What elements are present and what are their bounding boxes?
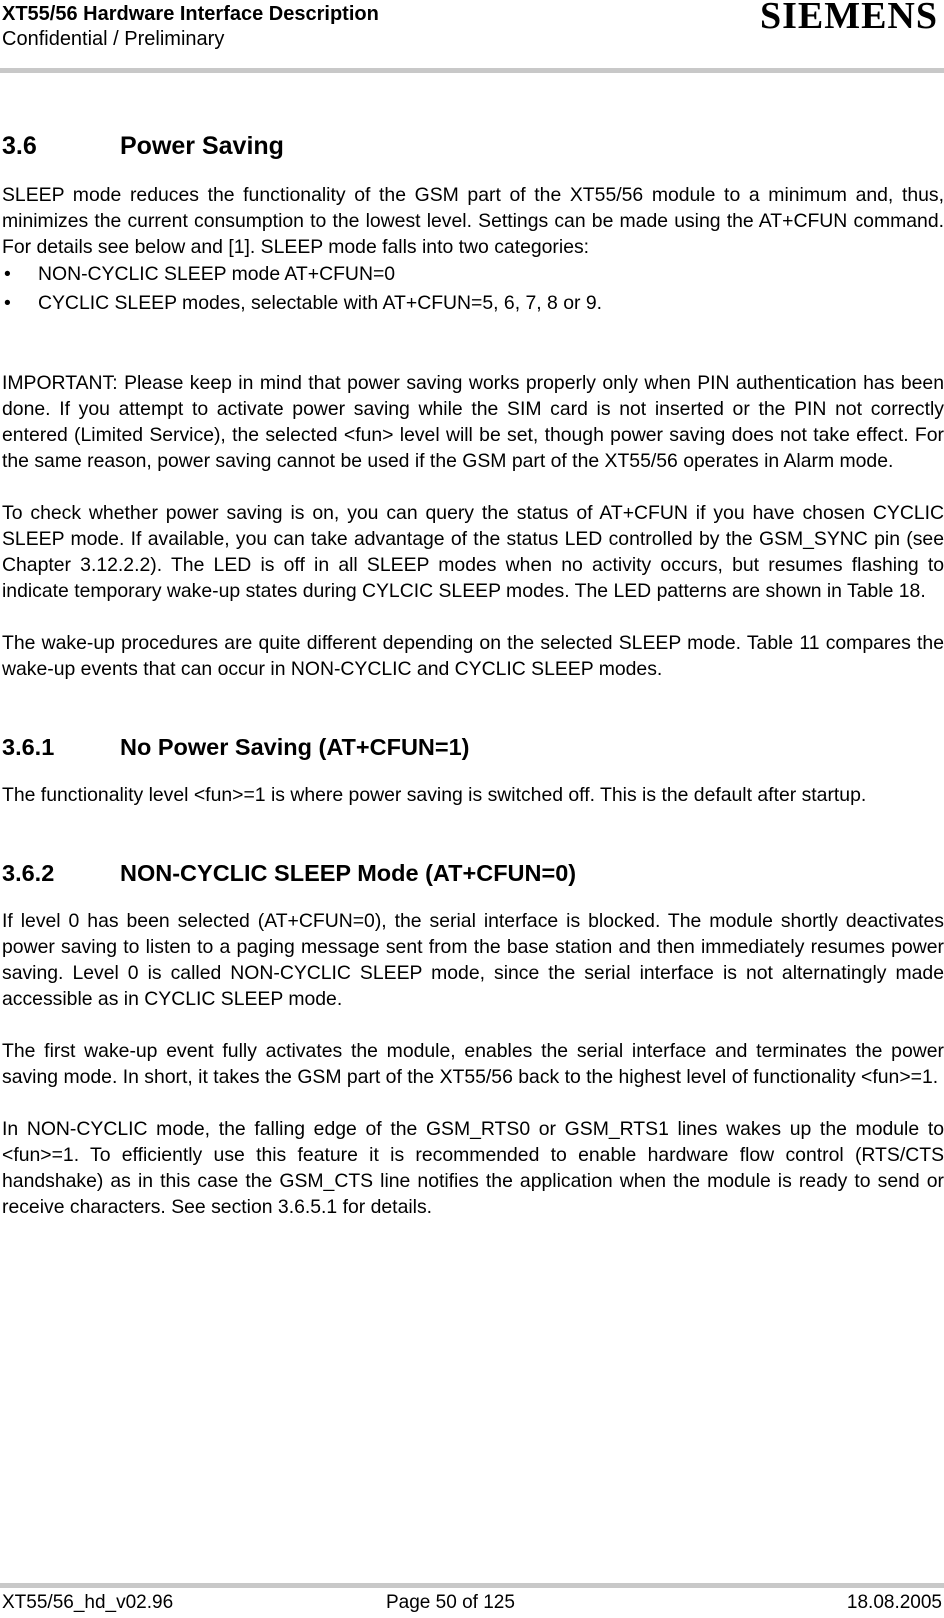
paragraph-no-power-saving: The functionality level <fun>=1 is where power saving is switched off. This is the default after startup.: [2, 784, 867, 806]
paragraph-rts-wakeup: In NON-CYCLIC mode, the falling edge of the GSM_RTS0 or GSM_RTS1 lines wakes up the module to <fun>=1. To efficiently use this feature it is recommended to enable hardware flow control (RTS/CTS handshake) as in this case the GSM_CTS line notifies the application when the module is ready to send or receive characters. See section 3.6.5.1 for details.: [2, 1118, 944, 1218]
footer-date: 18.08.2005: [846, 1592, 942, 1613]
page-content: [2, 130, 944, 1246]
section-title: Power Saving: [120, 132, 284, 160]
list-item: [2, 260, 944, 289]
section-number: 3.6.1: [2, 734, 55, 760]
document-subtitle: Confidential / Preliminary: [2, 28, 225, 50]
header-divider: [0, 68, 944, 73]
footer-page-number: Page 50 of 125: [386, 1592, 515, 1613]
list-item: [2, 289, 944, 318]
footer-doc-id: XT55/56_hd_v02.96: [2, 1592, 174, 1613]
bullet-icon: •: [4, 263, 11, 285]
section-number: 3.6: [2, 132, 37, 160]
section-heading-3-6-1: [2, 732, 944, 762]
paragraph-intro: SLEEP mode reduces the functionality of the GSM part of the XT55/56 module to a minimum and, thus, minimizes the current consumption to the lowest level. Settings can be made using the AT+CFUN command. For details see below and [1]. SLEEP mode falls into two categories:: [2, 184, 944, 258]
bullet-icon: •: [4, 292, 11, 314]
paragraph-status-check: To check whether power saving is on, you can query the status of AT+CFUN if you have chosen CYCLIC SLEEP mode. If available, you can take advantage of the status LED controlled by the GSM_SYNC pin (see Chapter 3.12.2.2). The LED is off in all SLEEP modes when no activity occurs, but resumes flashing to indicate temporary wake-up states during CYLCIC SLEEP modes. The LED patterns are shown in Table 18.: [2, 502, 944, 602]
paragraph-important: IMPORTANT: Please keep in mind that power saving works properly only when PIN authentication has been done. If you attempt to activate power saving while the SIM card is not inserted or the PIN not correctly entered (Limited Service), the selected <fun> level will be set, though power saving does not take effect. For the same reason, power saving cannot be used if the GSM part of the XT55/56 operates in Alarm mode.: [2, 372, 944, 472]
page-header: [0, 0, 944, 74]
paragraph-level-0: If level 0 has been selected (AT+CFUN=0), the serial interface is blocked. The module shortly deactivates power saving to listen to a paging message sent from the base station and then immediately resumes power saving. Level 0 is called NON-CYCLIC SLEEP mode, since the serial interface is not alternatingly made accessible as in CYCLIC SLEEP mode.: [2, 910, 944, 1010]
list-item-text: CYCLIC SLEEP modes, selectable with AT+CFUN=5, 6, 7, 8 or 9.: [38, 292, 603, 314]
siemens-logo: SIEMENS: [759, 0, 938, 37]
document-title: XT55/56 Hardware Interface Description: [2, 3, 379, 25]
section-heading-3-6: [2, 130, 944, 162]
section-spacer: [2, 708, 944, 732]
section-title: No Power Saving (AT+CFUN=1): [120, 734, 470, 760]
section-number: 3.6.2: [2, 860, 55, 886]
paragraph-first-wakeup: The first wake-up event fully activates the module, enables the serial interface and terminates the power saving mode. In short, it takes the GSM part of the XT55/56 back to the highest level of functionality <fun>=1.: [2, 1040, 944, 1088]
paragraph-wakeup: The wake-up procedures are quite different depending on the selected SLEEP mode. Table 11 compares the wake-up events that can occur in NON-CYCLIC and CYCLIC SLEEP modes.: [2, 632, 944, 680]
section-title: NON-CYCLIC SLEEP Mode (AT+CFUN=0): [120, 860, 577, 886]
section-spacer: [2, 834, 944, 858]
sleep-categories-list: [2, 260, 944, 318]
list-item-text: NON-CYCLIC SLEEP mode AT+CFUN=0: [38, 263, 396, 285]
page-footer: [0, 1588, 944, 1618]
section-heading-3-6-2: [2, 858, 944, 888]
